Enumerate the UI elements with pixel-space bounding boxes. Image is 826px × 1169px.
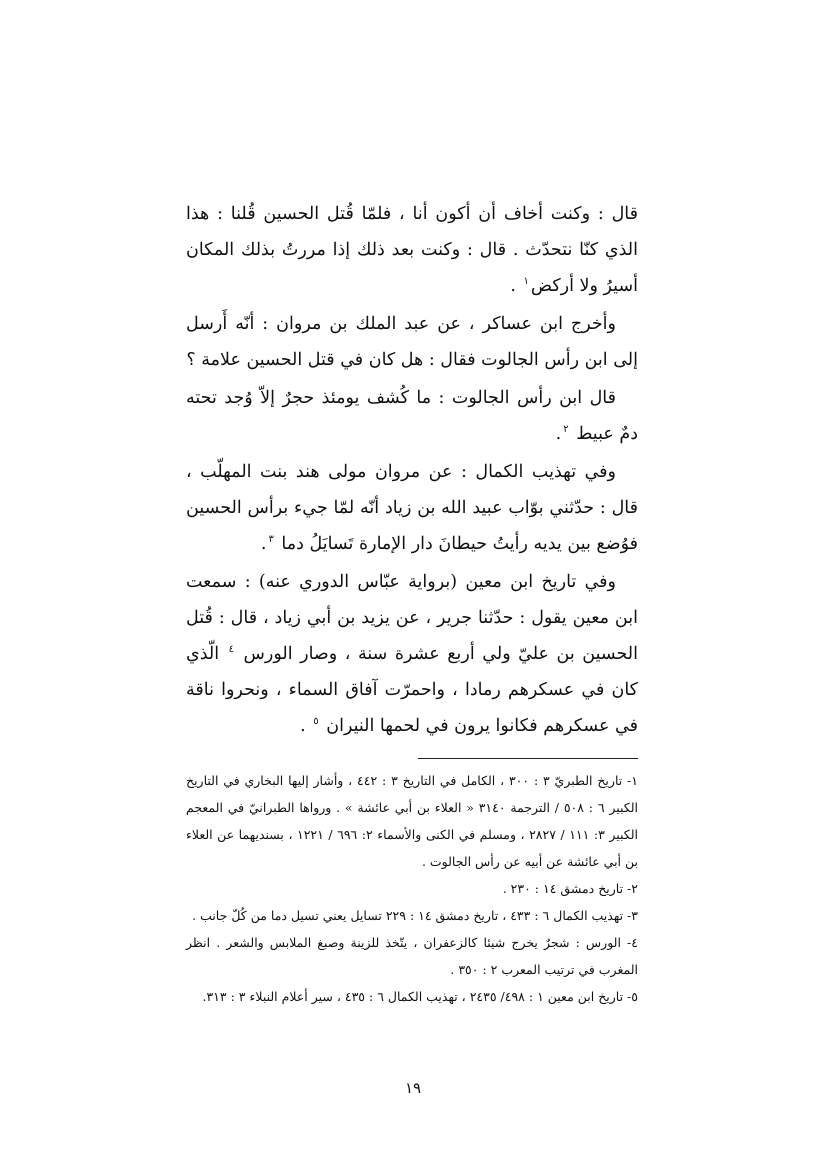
footnote-2: ٢- تاريخ دمشق ١٤ : ٢٣٠ . [502, 881, 638, 896]
paragraph-3-text: قال ابن رأس الجالوت : ما كُشف يومئذ حجرٌ إلاّ وُجد تحته دمٌ عبيط [186, 388, 638, 444]
paragraph-1-text: قال : وكنت أخاف أن أكون أنا ، فلمّا قُتل الحسين قُلنا : هذا الذي كنّا نتحدّث . قال : وكنت بعد ذلك إذا مررتُ بذلك المكان أسيرُ ولا أركض [186, 204, 638, 296]
footnotes-section [186, 767, 638, 1010]
footnote-4: ٤- الورس : شجرٌ يخرج شيئا كالزعفران ، يتّخذ للزينة وصبغ الملابس والشعر . انظر المغرب في ترتيب المعرب ٢ : ٣٥٠ . [186, 935, 638, 977]
footnote-ref-5[interactable]: ٥ [313, 716, 319, 727]
paragraph-1 [186, 196, 638, 304]
paragraph-1-end: . [510, 276, 522, 296]
footnote-3: ٣- تهذيب الكمال ٦ : ٤٣٣ ، تاريخ دمشق ١٤ : ٢٢٩ تسايل يعني تسيل دما من كُلّ جانب . [192, 908, 638, 923]
page-content [186, 196, 638, 1010]
footnote-separator [418, 758, 638, 759]
paragraph-5-end: . [300, 716, 306, 736]
paragraph-4 [186, 454, 638, 562]
main-text [186, 196, 638, 744]
paragraph-2-text: وأخرج ابن عساكر ، عن عبد الملك بن مروان : أنّه أَرسل إلى ابن رأس الجالوت فقال : هل كان في قتل الحسين علامة ؟ [186, 314, 638, 370]
paragraph-5-text-continued: الّذي كان في عسكرهم رمادا ، واحمرّت آفاق السماء ، ونحروا ناقة في عسكرهم فكانوا يرون في لحمها النيران [186, 644, 638, 736]
paragraph-5 [186, 564, 638, 744]
page-number: ١٩ [404, 1079, 422, 1097]
footnote-ref-1[interactable]: ١ [523, 276, 529, 287]
paragraph-3 [186, 380, 638, 452]
footnote-ref-4[interactable]: ٤ [228, 644, 234, 655]
footnote-ref-2[interactable]: ٢ [563, 424, 569, 435]
paragraph-4-text: وفي تهذيب الكمال : عن مروان مولى هند بنت المهلّب ، قال : حدّثني بوّاب عبيد الله بن زياد أنّه لمّا جيء برأس الحسين فوُضع بين يديه رأيتُ حيطانَ دار الإمارة تَسايَلُ دما [186, 462, 638, 554]
footnote-5: ٥- تاريخ ابن معين ١ : ٤٩٨/ ٢٤٣٥ ، تهذيب الكمال ٦ : ٤٣٥ ، سير أعلام النبلاء ٣ : ٣١٣. [202, 989, 638, 1004]
footnote-1: ١- تاريخ الطبريّ ٣ : ٣٠٠ ، الكامل في التاريخ ٣ : ٤٤٢ ، وأشار إليها البخاري في التاريخ الكبير ٦ : ٥٠٨ / الترجمة ٣١٤٠ « العلاء بن أبي عائشة » . ورواها الطبرانيّ في المعجم الكبير ٣: ١١١ / ٢٨٢٧ ، ومسلم في الكنى والأسماء ٢: ٦٩٦ / ١٢٢١ ، بسنديهما عن العلاء بن أبي عائشة عن أبيه عن رأس الجالوت . [186, 773, 638, 869]
paragraph-5-text: وفي تاريخ ابن معين (برواية عبّاس الدوري عنه) : سمعت ابن معين يقول : حدّثنا جرير ، عن يزيد بن أبي زياد ، قال : قُتل الحسين بن عليّ ولي أربع عشرة سنة ، وصار الورس [186, 572, 638, 664]
paragraph-4-end: . [260, 534, 267, 554]
paragraph-2 [186, 306, 638, 378]
paragraph-3-end: . [555, 424, 562, 444]
footnote-ref-3[interactable]: ٣ [268, 534, 274, 545]
